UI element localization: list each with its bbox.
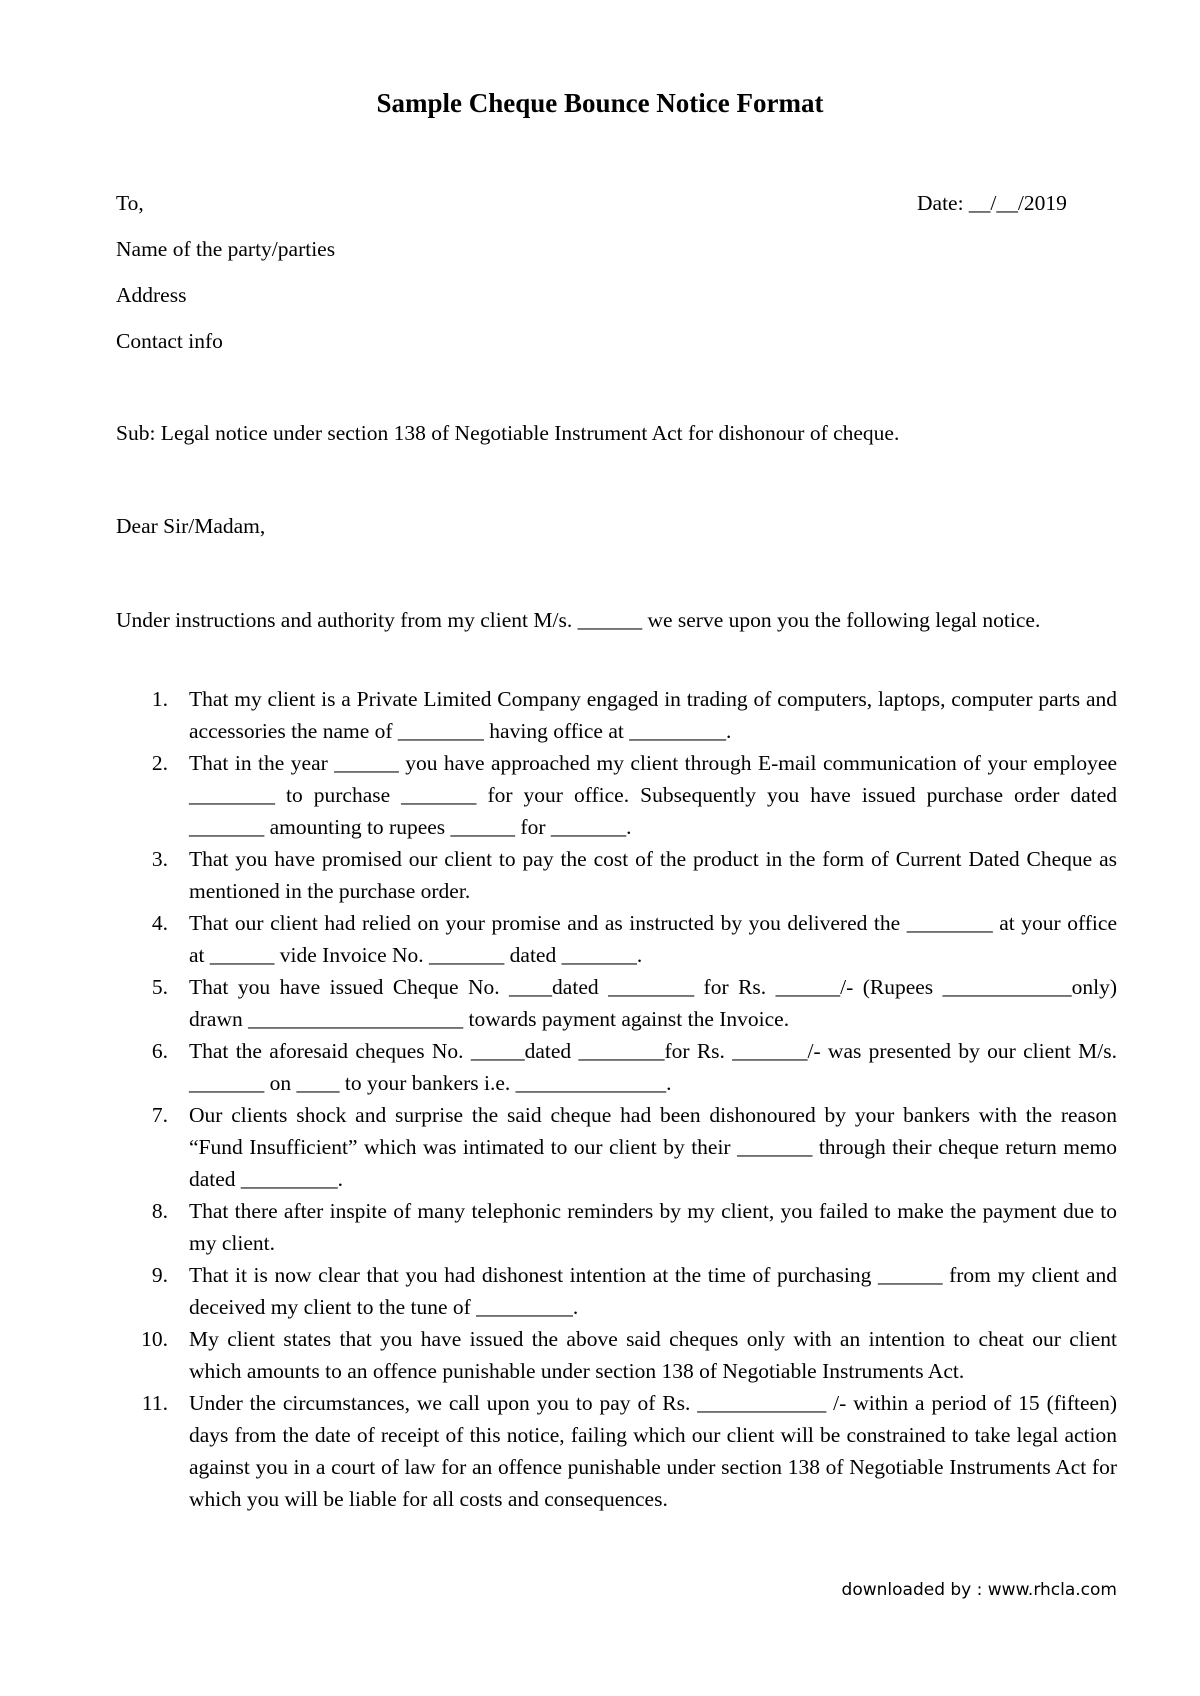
- document-title: Sample Cheque Bounce Notice Format: [376, 88, 824, 118]
- notice-point-text: Under the circumstances, we call upon you to pay of Rs. ____________ /- within a period of 15 (fifteen) days from the date of receipt of this notice, failing which our client will be constrained to take legal action against you in a court of law for an offence punishable under section 138 of Negotiable Instruments Act for which you will be liable for all costs and consequences.: [189, 1391, 1117, 1511]
- notice-point-number: 1.: [151, 687, 168, 711]
- notice-point-10: [116, 1323, 1117, 1387]
- notice-point-number: 7.: [151, 1103, 168, 1127]
- notice-point-number: 8.: [151, 1199, 168, 1223]
- notice-point-text: That you have promised our client to pay the cost of the product in the form of Current Dated Cheque as mentioned in the purchase order.: [189, 847, 1117, 903]
- notice-point-9: [116, 1259, 1117, 1323]
- notice-point-number: 11.: [141, 1391, 168, 1415]
- notice-point-number: 5.: [151, 975, 168, 999]
- notice-point-text: That it is now clear that you had dishonest intention at the time of purchasing ______ from my client and deceived my client to the tune of _________.: [189, 1263, 1117, 1319]
- subject-line: Sub: Legal notice under section 138 of Negotiable Instrument Act for dishonour of cheque.: [116, 421, 900, 445]
- salutation: Dear Sir/Madam,: [116, 514, 266, 538]
- notice-point-2: [116, 747, 1117, 843]
- recipient-address: Address: [116, 283, 187, 307]
- notice-point-number: 9.: [151, 1263, 168, 1287]
- notice-point-number: 10.: [141, 1327, 168, 1351]
- notice-point-number: 4.: [151, 911, 168, 935]
- notice-points-list: [116, 683, 1117, 1515]
- download-source-footer: downloaded by : www.rhcla.com: [841, 1580, 1117, 1600]
- intro-paragraph: Under instructions and authority from my client M/s. ______ we serve upon you the following legal notice.: [116, 608, 1041, 632]
- notice-point-text: Our clients shock and surprise the said cheque had been dishonoured by your bankers with the reason “Fund Insufficient” which was intimated to our client by their _______ through their cheque return memo dated _________.: [189, 1103, 1117, 1191]
- notice-point-text: That the aforesaid cheques No. _____dated ________for Rs. _______/- was presented by our client M/s. _______ on ____ to your bankers i.e. ______________.: [189, 1039, 1117, 1095]
- notice-point-number: 2.: [151, 751, 168, 775]
- notice-point-4: [116, 907, 1117, 971]
- notice-point-text: That my client is a Private Limited Company engaged in trading of computers, laptops, computer parts and accessories the name of ________ having office at _________.: [189, 687, 1117, 743]
- notice-point-11: [116, 1387, 1117, 1515]
- notice-point-7: [116, 1099, 1117, 1195]
- addressee-to: To,: [116, 191, 144, 215]
- notice-point-text: That in the year ______ you have approached my client through E-mail communication of your employee ________ to purchase _______ for your office. Subsequently you have issued purchase order dated _______ amounting to rupees ______ for _______.: [189, 751, 1117, 839]
- notice-point-3: [116, 843, 1117, 907]
- recipient-contact: Contact info: [116, 329, 223, 353]
- notice-point-text: That our client had relied on your promise and as instructed by you delivered the ________ at your office at ______ vide Invoice No. _______ dated _______.: [189, 911, 1117, 967]
- notice-point-text: That you have issued Cheque No. ____dated ________ for Rs. ______/- (Rupees ____________only) drawn ____________________ towards payment against the Invoice.: [189, 975, 1117, 1031]
- notice-date: Date: __/__/2019: [917, 191, 1067, 215]
- notice-point-text: That there after inspite of many telephonic reminders by my client, you failed to make the payment due to my client.: [189, 1199, 1117, 1255]
- notice-point-8: [116, 1195, 1117, 1259]
- notice-point-1: [116, 683, 1117, 747]
- notice-point-number: 3.: [151, 847, 168, 871]
- notice-point-text: My client states that you have issued the above said cheques only with an intention to cheat our client which amounts to an offence punishable under section 138 of Negotiable Instruments Act.: [189, 1327, 1117, 1383]
- notice-point-6: [116, 1035, 1117, 1099]
- notice-point-number: 6.: [151, 1039, 168, 1063]
- recipient-name: Name of the party/parties: [116, 237, 336, 261]
- notice-point-5: [116, 971, 1117, 1035]
